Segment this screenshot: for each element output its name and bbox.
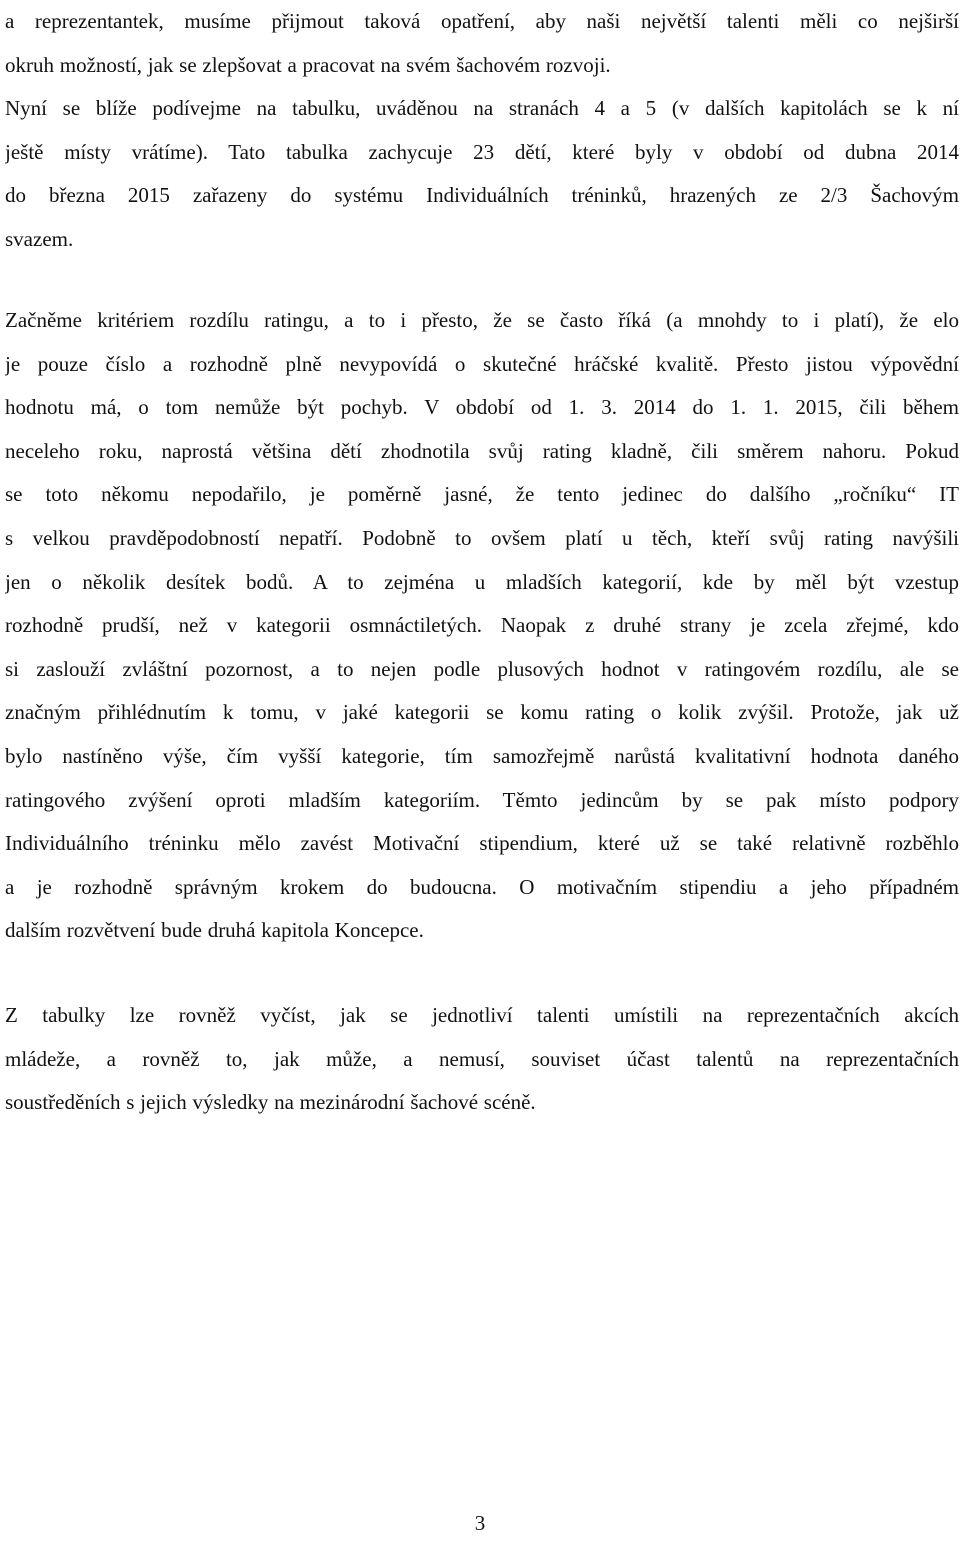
text-line: mládeže, a rovněž to, jak může, a nemusí, souviset účast talentů na reprezentačních (5, 1046, 959, 1071)
text-line: svazem. (5, 226, 74, 251)
text-line: do března 2015 zařazeny do systému Individuálních tréninků, hrazených ze 2/3 Šachovým (5, 183, 959, 208)
paragraph-3 (5, 994, 959, 1125)
page-number: 3 (474, 1511, 486, 1535)
text-line: s velkou pravděpodobností nepatří. Podobně to ovšem platí u těch, kteří svůj rating navýšili (5, 525, 959, 550)
text-line: hodnotu má, o tom nemůže být pochyb. V období od 1. 3. 2014 do 1. 1. 2015, čili během (5, 395, 959, 420)
text-line: jen o několik desítek bodů. A to zejména u mladších kategorií, kde by měl být vzestup (5, 569, 959, 594)
text-line: značným přihlédnutím k tomu, v jaké kategorii se komu rating o kolik zvýšil. Protože, jak už (5, 700, 959, 725)
text-line: a reprezentantek, musíme přijmout taková opatření, aby naši největší talenti měli co nejširší (5, 9, 959, 33)
text-line: ještě místy vrátíme). Tato tabulka zachycuje 23 dětí, které byly v období od dubna 2014 (5, 139, 959, 164)
text-line: dalším rozvětvení bude druhá kapitola Koncepce. (5, 918, 424, 943)
text-line: je pouze číslo a rozhodně plně nevypovídá o skutečné hráčské kvalitě. Přesto jistou výpovědní (5, 351, 959, 376)
paragraph-2 (5, 299, 959, 953)
text-line: Začněme kritériem rozdílu ratingu, a to i přesto, že se často říká (a mnohdy to i platí), že elo (5, 308, 959, 332)
paragraph-1 (5, 0, 959, 262)
text-line: a je rozhodně správným krokem do budoucna. O motivačním stipendiu a jeho případném (5, 874, 959, 899)
text-line: okruh možností, jak se zlepšovat a pracovat na svém šachovém rozvoji. (5, 52, 611, 77)
text-line: Individuálního tréninku mělo zavést Motivační stipendium, které už se také relativně rozběhlo (5, 831, 959, 856)
text-line: neceleho roku, naprostá většina dětí zhodnotila svůj rating kladně, čili směrem nahoru. Pokud (5, 438, 959, 463)
text-line: bylo nastíněno výše, čím vyšší kategorie, tím samozřejmě narůstá kvalitativní hodnota daného (5, 743, 959, 768)
text-line: Z tabulky lze rovněž vyčíst, jak se jednotliví talenti umístili na reprezentačních akcích (5, 1003, 959, 1027)
text-line: ratingového zvýšení oproti mladším kategoriím. Těmto jedincům by se pak místo podpory (5, 787, 959, 812)
text-line: rozhodně prudší, než v kategorii osmnáctiletých. Naopak z druhé strany je zcela zřejmé, kdo (5, 613, 959, 638)
text-line: soustředěních s jejich výsledky na mezinárodní šachové scéně. (5, 1090, 536, 1115)
text-line: si zaslouží zvláštní pozornost, a to nejen podle plusových hodnot v ratingovém rozdílu, ale se (5, 656, 959, 681)
text-line: Nyní se blíže podívejme na tabulku, uváděnou na stranách 4 a 5 (v dalších kapitolách se k ní (5, 96, 959, 121)
text-line: se toto někomu nepodařilo, je poměrně jasné, že tento jedinec do dalšího „ročníku“ IT (5, 482, 959, 507)
